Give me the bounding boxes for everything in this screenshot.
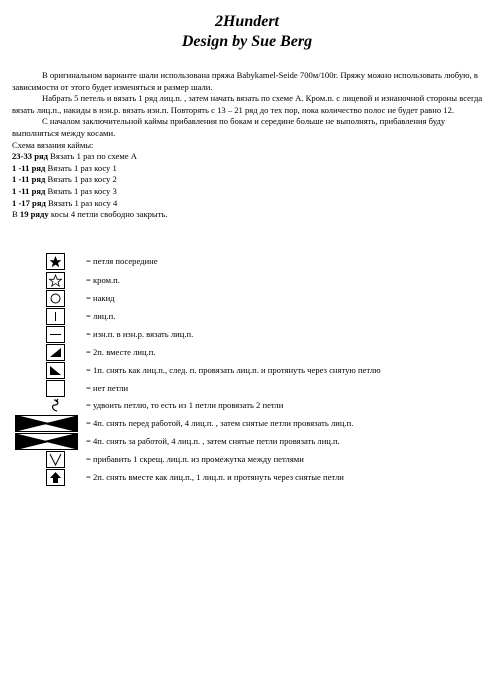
final-prefix: В <box>12 209 20 220</box>
paragraph-cast-on: Набрать 5 петель и вязать 1 ряд лиц.п. , затем начать вязать по схеме А. Кром.п. с лицевой и изнаночной стороны всегда вязать лиц.п., накиды в изн.р. вязать изн.п. Повторять с 13 – 21 ряд до тех пор, пока количество полос не будет равно 12. <box>12 93 483 115</box>
legend-label: = петля посередине <box>86 256 158 266</box>
legend-label: = 4п. снять за работой, 4 лиц.п. , затем снятые петли провязать лиц.п. <box>86 436 340 446</box>
document-subtitle: Design by Sue Berg <box>181 33 313 50</box>
circle-icon <box>46 290 65 307</box>
triangle-right-icon <box>46 344 65 361</box>
scheme-row <box>12 198 486 210</box>
legend-label: = лиц.п. <box>86 311 116 321</box>
row-instruction: Вязать 1 раз косу 2 <box>45 174 117 185</box>
document-title: 2Hundert <box>214 13 279 30</box>
final-instruction: косы 4 петли свободно закрыть. <box>48 209 168 220</box>
scheme-row <box>12 174 486 186</box>
cable-front-icon <box>15 415 78 432</box>
legend-item <box>0 290 494 307</box>
final-row <box>12 209 486 221</box>
legend-item <box>0 308 494 325</box>
scheme-row <box>12 151 486 163</box>
legend-label: = 4п. снять перед работой, 4 лиц.п. , затем снятые петли провязать лиц.п. <box>86 418 354 428</box>
row-instruction: Вязать 1 раз по схеме А <box>47 151 137 162</box>
scheme-title: Схема вязания каймы: <box>12 139 94 150</box>
legend-label: = 2п. снять вместе как лиц.п., 1 лиц.п. и протянуть через снятые петли <box>86 472 344 482</box>
row-range: 1 -17 ряд <box>12 197 46 208</box>
row-range: 1 -11 ряд <box>12 174 46 185</box>
star-outline-icon <box>46 272 65 289</box>
arrow-up-icon <box>46 469 65 486</box>
legend-label: = кром.п. <box>86 275 120 285</box>
scheme-row <box>12 186 486 198</box>
row-range: 23-33 ряд <box>12 151 48 162</box>
legend-item <box>0 397 494 414</box>
instructions-text <box>12 70 486 221</box>
legend-item <box>0 272 494 289</box>
legend-label: = 1п. снять как лиц.п., след. п. провязать лиц.п. и протянуть через снятую петлю <box>86 365 381 375</box>
paragraph-border: С началом заключительной каймы прибавления по бокам и середине больше не выполнять, прибавления буду выполняться между косами. <box>12 116 446 138</box>
empty-box-icon <box>46 380 65 397</box>
row-range: 1 -11 ряд <box>12 162 46 173</box>
triangle-left-icon <box>46 362 65 379</box>
star-filled-icon <box>46 253 65 270</box>
v-increase-icon <box>46 451 65 468</box>
legend-item <box>0 326 494 343</box>
legend-label: = удвоить петлю, то есть из 1 петли провязать 2 петли <box>86 400 284 410</box>
legend-label: = 2п. вместе лиц.п. <box>86 347 156 357</box>
legend-label: = изн.п. в изн.р. вязать лиц.п. <box>86 329 194 339</box>
scheme-row <box>12 163 486 175</box>
legend-item <box>0 380 494 397</box>
row-instruction: Вязать 1 раз косу 3 <box>45 185 117 196</box>
vertical-line-icon <box>46 308 65 325</box>
row-instruction: Вязать 1 раз косу 4 <box>45 197 118 208</box>
final-row-number: 19 ряду <box>19 209 49 220</box>
row-instruction: Вязать 1 раз косу 1 <box>45 162 117 173</box>
double-loop-icon <box>50 397 64 414</box>
legend-item <box>0 469 494 486</box>
legend-item <box>0 253 494 270</box>
legend-item <box>0 415 494 432</box>
legend-item <box>0 433 494 450</box>
paragraph-yarn: В оригинальном варианте шали использована пряжа Babykamel-Seide 700м/100г. Пряжу можно использовать любую, в зависимости от этого будет изменяться и размер шали. <box>12 70 478 92</box>
legend-label: = накид <box>86 293 115 303</box>
legend-item <box>0 451 494 468</box>
cable-back-icon <box>15 433 78 450</box>
legend-item <box>0 344 494 361</box>
legend-label: = нет петли <box>86 383 129 393</box>
legend-label: = прибавить 1 скрещ. лиц.п. из промежутка между петлями <box>86 454 304 464</box>
legend-item <box>0 362 494 379</box>
horizontal-line-icon <box>46 326 65 343</box>
row-range: 1 -11 ряд <box>12 185 46 196</box>
